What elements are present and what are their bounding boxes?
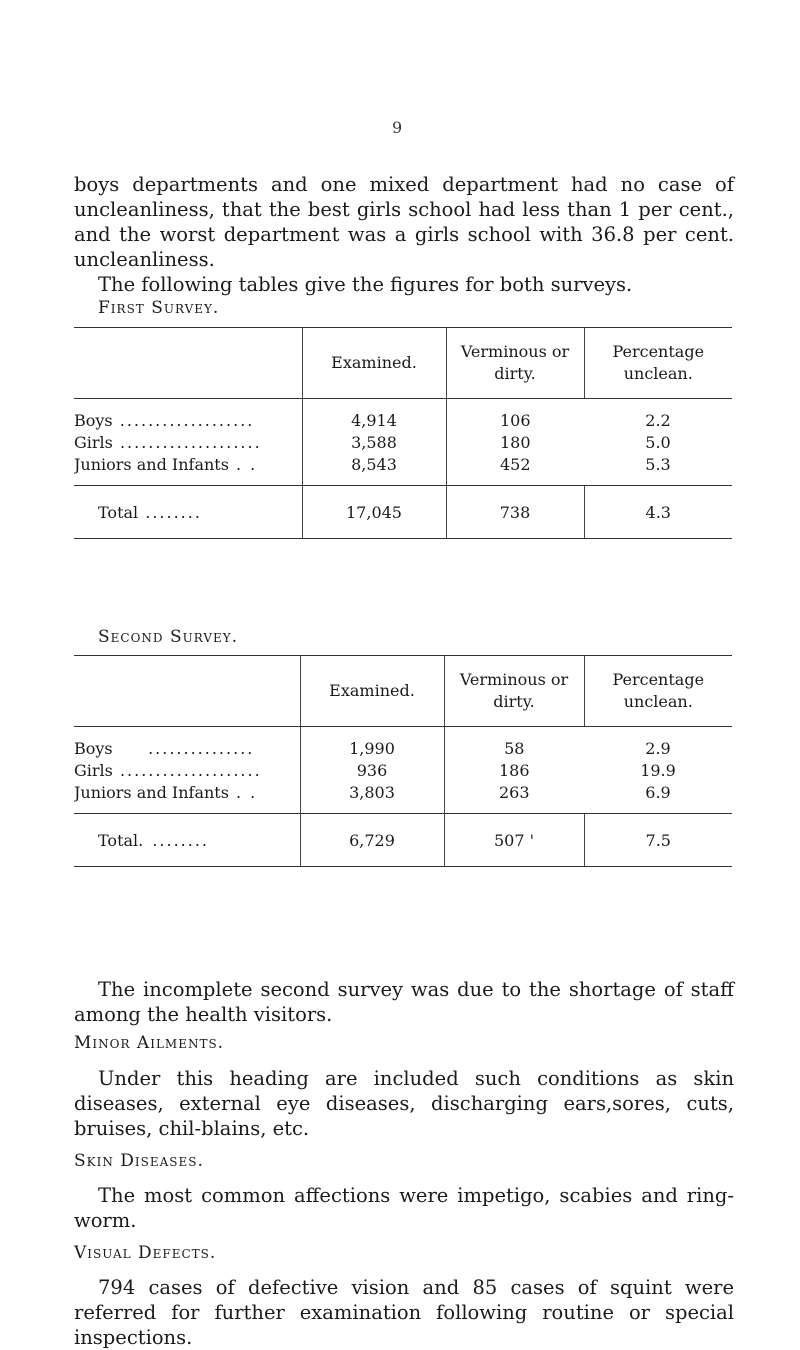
row-leader: .................... <box>112 432 262 452</box>
cell-examined: 4,914 <box>302 409 446 431</box>
table-row <box>74 453 732 475</box>
cell-examined: 3,588 <box>302 431 446 453</box>
cell-percentage: 2.2 <box>645 410 671 430</box>
table-header-row <box>74 328 732 399</box>
cell-examined: 3,803 <box>300 781 444 803</box>
table-row <box>74 737 732 759</box>
table-header-row <box>74 656 732 727</box>
row-label: Boys <box>74 738 113 758</box>
cell-verminous: 186 <box>444 759 584 781</box>
total-examined: 17,045 <box>302 486 446 539</box>
row-label: Juniors and Infants <box>74 782 229 802</box>
page-number: 9 <box>392 118 403 137</box>
header-blank <box>74 656 300 727</box>
table-row <box>74 759 732 781</box>
second-survey-note: The incomplete second survey was due to the shortage of staff among the health visitors. <box>74 978 734 1026</box>
total-row <box>74 486 732 539</box>
column-header-verminous: Verminous or dirty. <box>444 656 584 727</box>
cell-percentage: 6.9 <box>645 782 671 802</box>
cell-verminous: 452 <box>446 453 584 475</box>
cell-percentage: 5.0 <box>645 432 671 452</box>
visual-defects-heading: Visual Defects. <box>74 1243 217 1263</box>
second-survey-table <box>74 655 732 867</box>
total-verminous: 738 <box>446 486 584 539</box>
total-label: Total <box>98 502 139 522</box>
tables-intro: The following tables give the figures for both surveys. <box>98 273 633 296</box>
cell-verminous: 180 <box>446 431 584 453</box>
table-row <box>74 431 732 453</box>
cell-examined: 936 <box>300 759 444 781</box>
table-row <box>74 409 732 431</box>
cell-examined: 1,990 <box>300 737 444 759</box>
column-header-percentage: Percentage unclean. <box>584 656 732 727</box>
intro-paragraph: boys departments and one mixed department had no case of uncleanliness, that the best girls school had less than 1 per cent., and the worst department was a girls school with 36.8 per cent. uncleanliness. <box>74 173 734 271</box>
visual-defects-text: 794 cases of defective vision and 85 cases of squint were referred for further examination following routine or special inspections. <box>74 1276 734 1349</box>
skin-diseases-heading: Skin Diseases. <box>74 1151 204 1171</box>
total-percentage: 7.5 <box>584 814 732 867</box>
minor-ailments-heading: Minor Ailments. <box>74 1033 225 1053</box>
second-survey-heading: Second Survey. <box>98 627 239 647</box>
total-leader: ........ <box>138 502 202 522</box>
cell-percentage: 5.3 <box>645 454 671 474</box>
cell-percentage: 19.9 <box>640 760 676 780</box>
total-row <box>74 814 732 867</box>
cell-examined: 8,543 <box>302 453 446 475</box>
row-leader: ............... <box>112 738 255 758</box>
cell-verminous: 58 <box>444 737 584 759</box>
row-leader: . . <box>228 454 258 474</box>
row-label: Juniors and Infants <box>74 454 229 474</box>
total-percentage: 4.3 <box>584 486 732 539</box>
column-header-verminous: Verminous or dirty. <box>446 328 584 399</box>
row-label: Boys <box>74 410 113 430</box>
table-row <box>74 781 732 803</box>
column-header-percentage: Percentage unclean. <box>584 328 732 399</box>
total-label: Total <box>98 830 139 850</box>
row-leader: . . <box>228 782 258 802</box>
total-verminous: 507 ' <box>444 814 584 867</box>
row-leader: .................... <box>112 760 262 780</box>
row-label: Girls <box>74 760 113 780</box>
column-header-examined: Examined. <box>302 328 446 399</box>
skin-diseases-text: The most common affections were impetigo, scabies and ring-worm. <box>74 1184 734 1232</box>
cell-verminous: 106 <box>446 409 584 431</box>
column-header-examined: Examined. <box>300 656 444 727</box>
first-survey-table <box>74 327 732 539</box>
total-examined: 6,729 <box>300 814 444 867</box>
cell-verminous: 263 <box>444 781 584 803</box>
cell-percentage: 2.9 <box>645 738 671 758</box>
first-survey-heading: First Survey. <box>98 298 220 318</box>
total-leader: . ........ <box>138 830 210 850</box>
header-blank <box>74 328 302 399</box>
row-leader: ................... <box>112 410 255 430</box>
row-label: Girls <box>74 432 113 452</box>
minor-ailments-text: Under this heading are included such conditions as skin diseases, external eye diseases, discharging ears,sores, cuts, bruises, chil-blains, etc. <box>74 1067 734 1140</box>
